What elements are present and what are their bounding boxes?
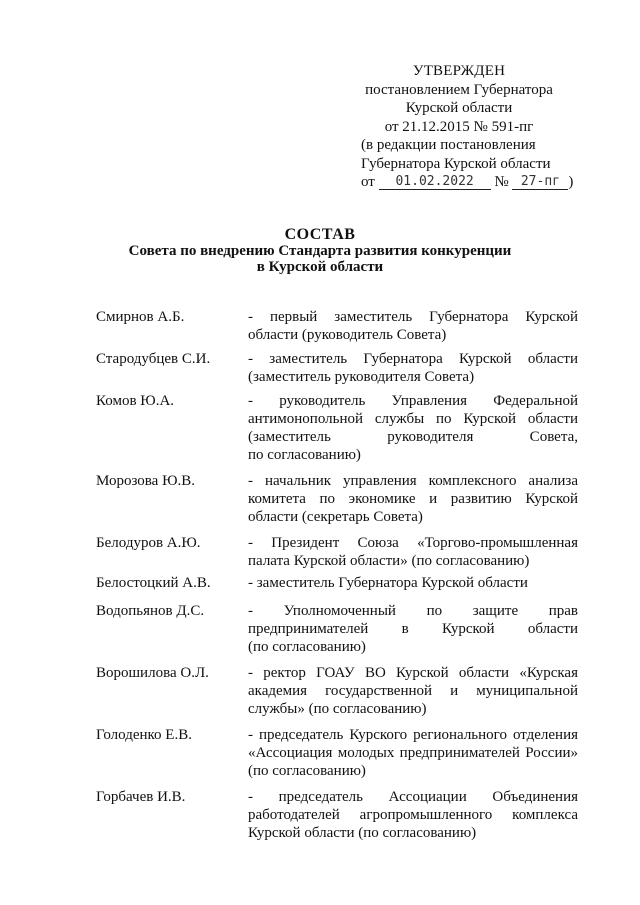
member-role-line: (по согласованию) — [248, 639, 366, 655]
member-role — [248, 350, 578, 386]
member-role-line: (по согласованию) — [248, 763, 366, 779]
member-name: Белостоцкий А.В. — [96, 575, 211, 591]
handwritten-number: 27-пг — [512, 175, 568, 190]
approved-heading: УТВЕРЖДЕН — [412, 63, 506, 79]
member-row — [96, 392, 578, 464]
member-role — [248, 788, 578, 842]
member-role-line: - начальник управления комплексного анализа — [248, 473, 578, 489]
member-role — [248, 726, 578, 780]
member-role-line: службы» (по согласованию) — [248, 701, 427, 717]
approval-line-3: от 21.12.2015 № 591-пг — [384, 118, 534, 135]
member-role-line: области (руководитель Совета) — [248, 327, 447, 343]
member-role — [248, 308, 578, 344]
member-role-line: области (секретарь Совета) — [248, 509, 423, 525]
close-paren: ) — [568, 174, 574, 190]
member-name: Ворошилова О.Л. — [96, 665, 209, 681]
member-role — [248, 664, 578, 718]
member-row — [96, 574, 578, 592]
member-name: Морозова Ю.В. — [96, 473, 196, 489]
approval-stamp — [345, 62, 585, 192]
member-role-line: академия государственной и муниципальной — [248, 683, 578, 699]
approval-line-4: (в редакции постановления — [361, 137, 536, 153]
member-role-line: по согласованию) — [248, 447, 361, 463]
title-line-2: в Курской области — [256, 259, 384, 275]
member-role-line: - заместитель Губернатора Курской области — [248, 575, 528, 591]
member-row — [96, 664, 578, 718]
member-name: Стародубцев С.И. — [96, 351, 211, 367]
member-role-line: - заместитель Губернатора Курской области — [248, 351, 578, 367]
member-role-line: палата Курской области» (по согласованию) — [248, 553, 530, 569]
approval-date-line — [345, 173, 585, 192]
date-prefix: от — [361, 174, 375, 190]
member-row — [96, 350, 578, 386]
member-role-line: антимонопольной службы по Курской области — [248, 411, 578, 427]
member-name: Белодуров А.Ю. — [96, 535, 201, 551]
member-role-line: - первый заместитель Губернатора Курской — [248, 309, 578, 325]
member-role — [248, 574, 578, 592]
member-name: Комов Ю.А. — [96, 393, 175, 409]
title-line-1: Совета по внедрению Стандарта развития конкуренции — [128, 243, 512, 259]
member-name: Голоденко Е.В. — [96, 727, 192, 743]
member-role-line: - Президент Союза «Торгово-промышленная — [248, 535, 578, 551]
member-role-line: - председатель Ассоциации Объединения — [248, 789, 578, 805]
member-name: Горбачев И.В. — [96, 789, 186, 805]
document-title — [0, 227, 640, 275]
member-row — [96, 726, 578, 780]
member-role — [248, 472, 578, 526]
title-heading: СОСТАВ — [284, 226, 356, 243]
member-role-line: - Уполномоченный по защите прав — [248, 603, 578, 619]
member-role — [248, 392, 578, 464]
member-role-line: работодателей агропромышленного комплекса — [248, 807, 578, 823]
member-role-line: - председатель Курского регионального отделения — [248, 727, 578, 743]
member-role — [248, 534, 578, 570]
approval-line-1: постановлением Губернатора — [365, 81, 553, 98]
member-row — [96, 472, 578, 526]
member-name: Водопьянов Д.С. — [96, 603, 205, 619]
member-row — [96, 534, 578, 570]
member-role-line: комитета по экономике и развитию Курской — [248, 491, 578, 507]
member-role-line: (заместитель руководителя Совета, — [248, 429, 578, 445]
handwritten-date: 01.02.2022 — [379, 175, 491, 190]
member-role-line: «Ассоциация молодых предпринимателей России» — [248, 745, 578, 761]
member-row — [96, 788, 578, 842]
member-row — [96, 602, 578, 656]
member-name: Смирнов А.Б. — [96, 309, 185, 325]
member-role-line: - ректор ГОАУ ВО Курской области «Курская — [248, 665, 578, 681]
approval-line-5: Губернатора Курской области — [361, 155, 551, 172]
member-role-line: (заместитель руководителя Совета) — [248, 369, 475, 385]
number-prefix: № — [494, 174, 509, 190]
member-role-line: Курской области (по согласованию) — [248, 825, 477, 841]
member-role-line: - руководитель Управления Федеральной — [248, 393, 578, 409]
member-role — [248, 602, 578, 656]
member-row — [96, 308, 578, 344]
member-role-line: предпринимателей в Курской области — [248, 621, 578, 637]
approval-line-2: Курской области — [405, 100, 513, 116]
